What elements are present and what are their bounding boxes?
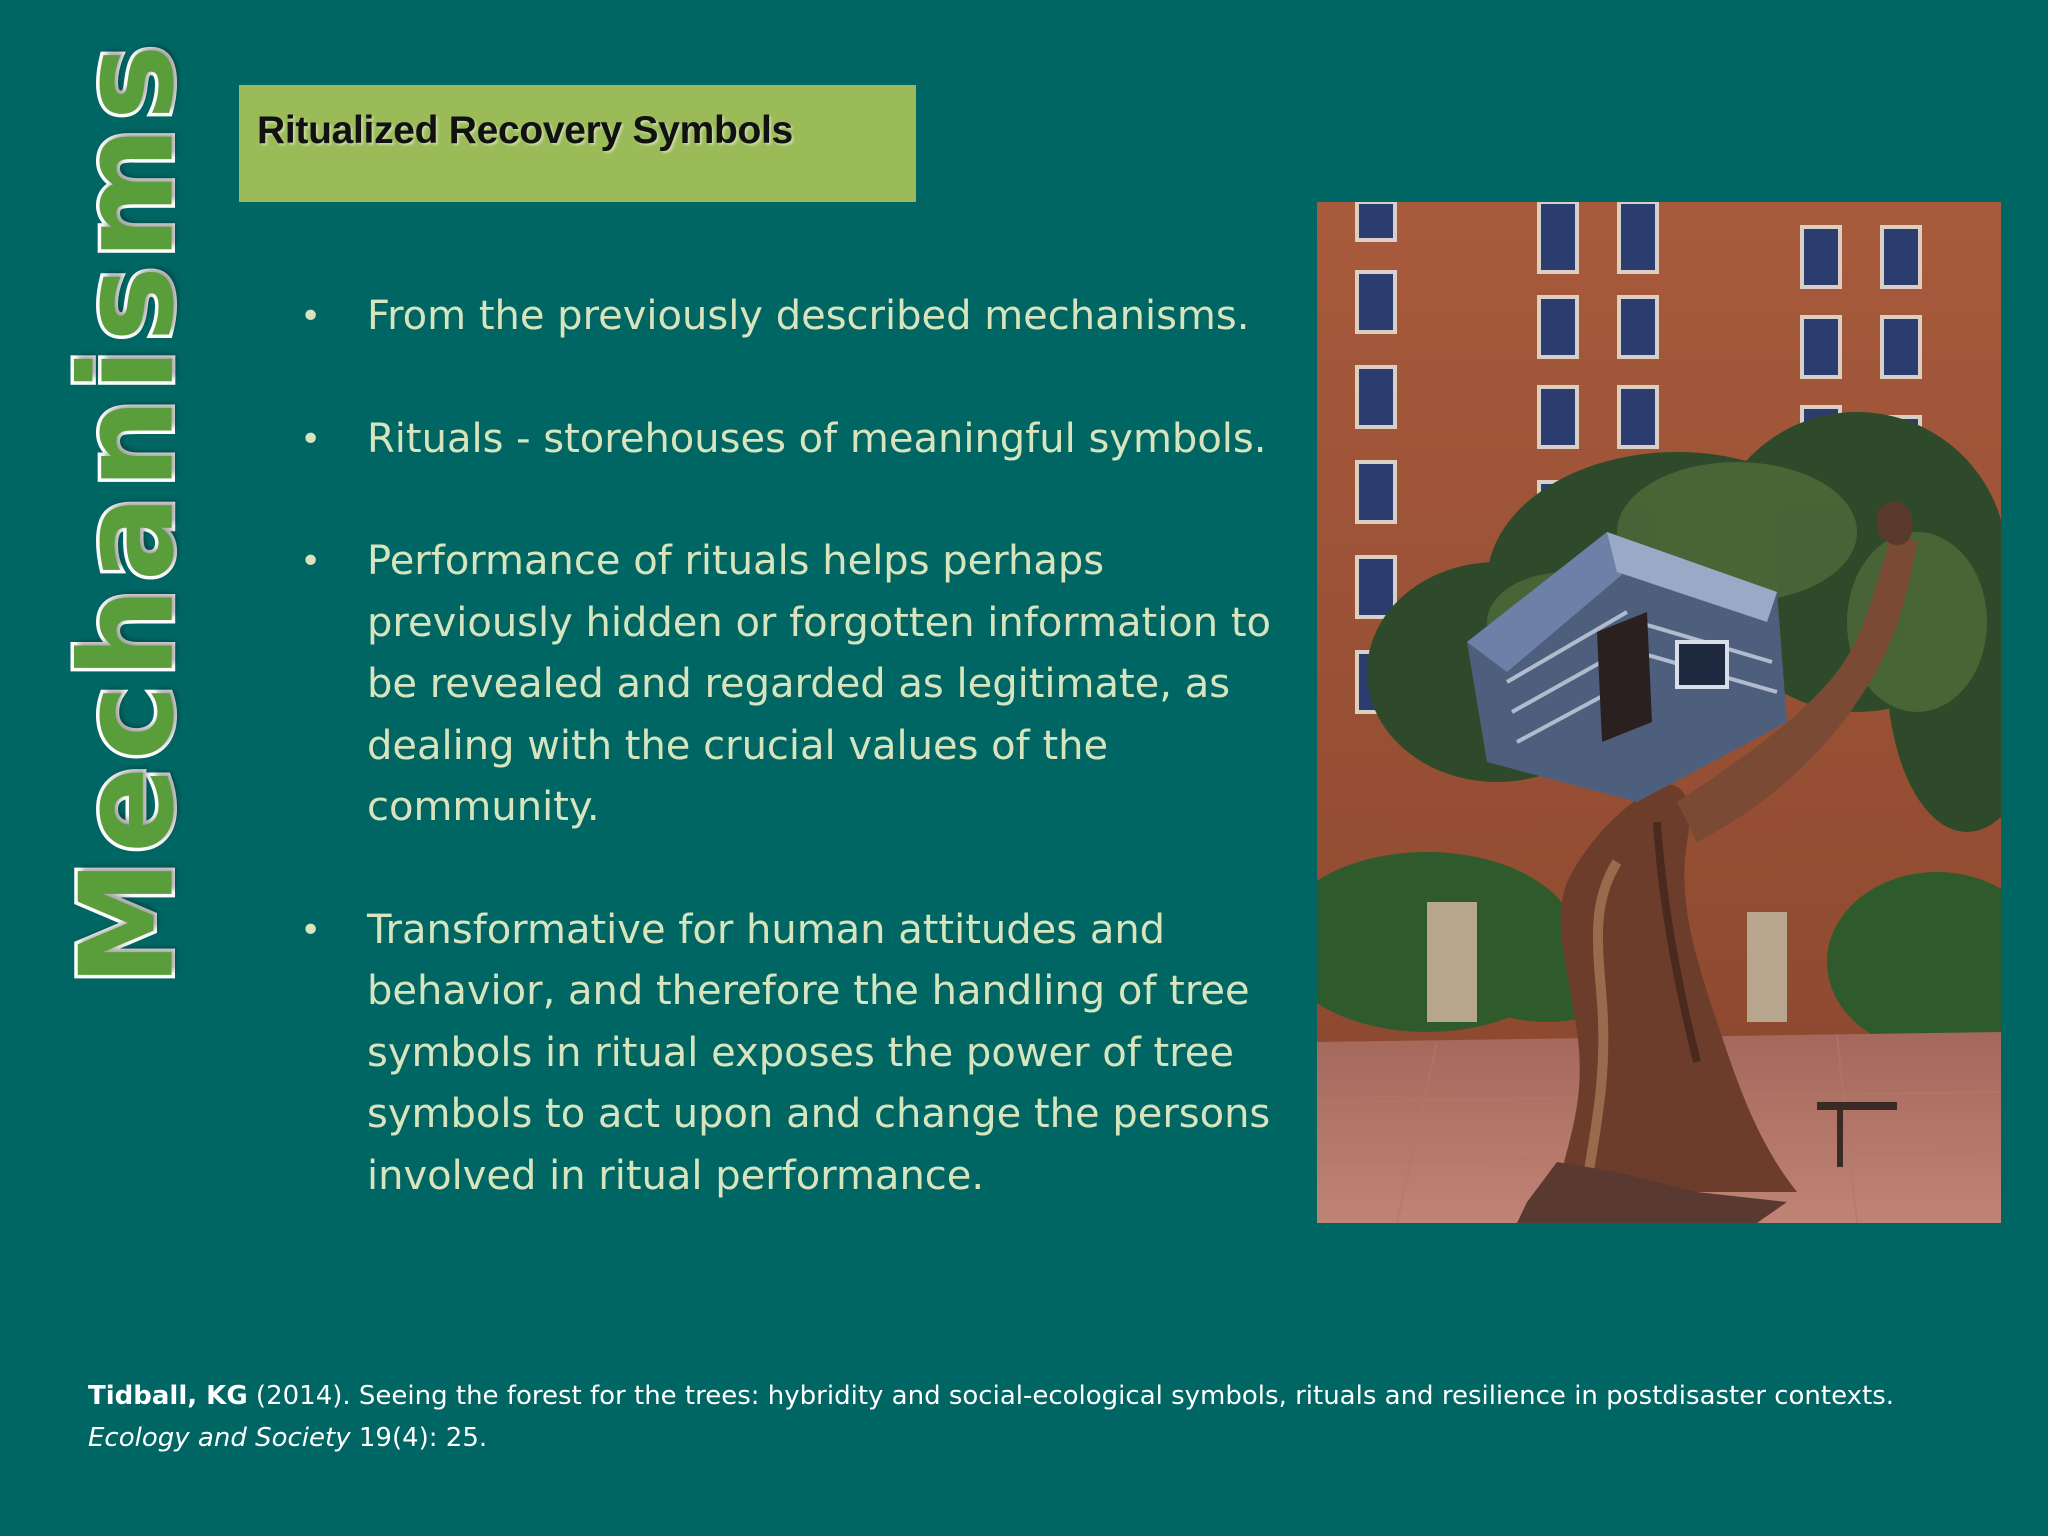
bullet-dot: • <box>300 541 322 582</box>
citation-volume: 19(4): 25. <box>350 1423 488 1453</box>
citation-journal: Ecology and Society <box>88 1423 351 1453</box>
bullet-list <box>300 286 1280 1268</box>
slide-heading: Ritualized Recovery Symbols <box>257 109 793 152</box>
bullet-item <box>300 900 1280 1208</box>
bullet-dot: • <box>300 296 322 337</box>
tree-house-sculpture-photo <box>1317 202 2001 1223</box>
citation-author: Tidball, KG <box>88 1381 248 1411</box>
heading-box <box>239 85 916 202</box>
citation-text: (2014). Seeing the forest for the trees: hybridity and social-ecological symbols, rituals and resilience in postdisaster contexts. <box>247 1381 1895 1411</box>
bullet-text: Transformative for human attitudes and behavior, and therefore the handling of tree symbols in ritual exposes the power of tree symbols to act upon and change the persons involved in ritual performance. <box>367 906 1271 1199</box>
bullet-text: From the previously described mechanisms. <box>367 293 1250 339</box>
photo-illustration <box>1317 202 2001 1223</box>
side-title <box>48 37 208 987</box>
bullet-text: Performance of rituals helps perhaps previously hidden or forgotten information to be revealed and regarded as legitimate, as dealing with the crucial values of the community. <box>367 538 1272 830</box>
bullet-item <box>300 286 1280 348</box>
citation <box>88 1375 2008 1459</box>
bullet-text: Rituals - storehouses of meaningful symbols. <box>367 415 1267 462</box>
bullet-item <box>300 531 1280 839</box>
side-title-text: Mechanisms <box>53 37 203 987</box>
bullet-dot: • <box>300 418 322 460</box>
bullet-dot: • <box>300 909 322 951</box>
bullet-item <box>300 409 1280 471</box>
